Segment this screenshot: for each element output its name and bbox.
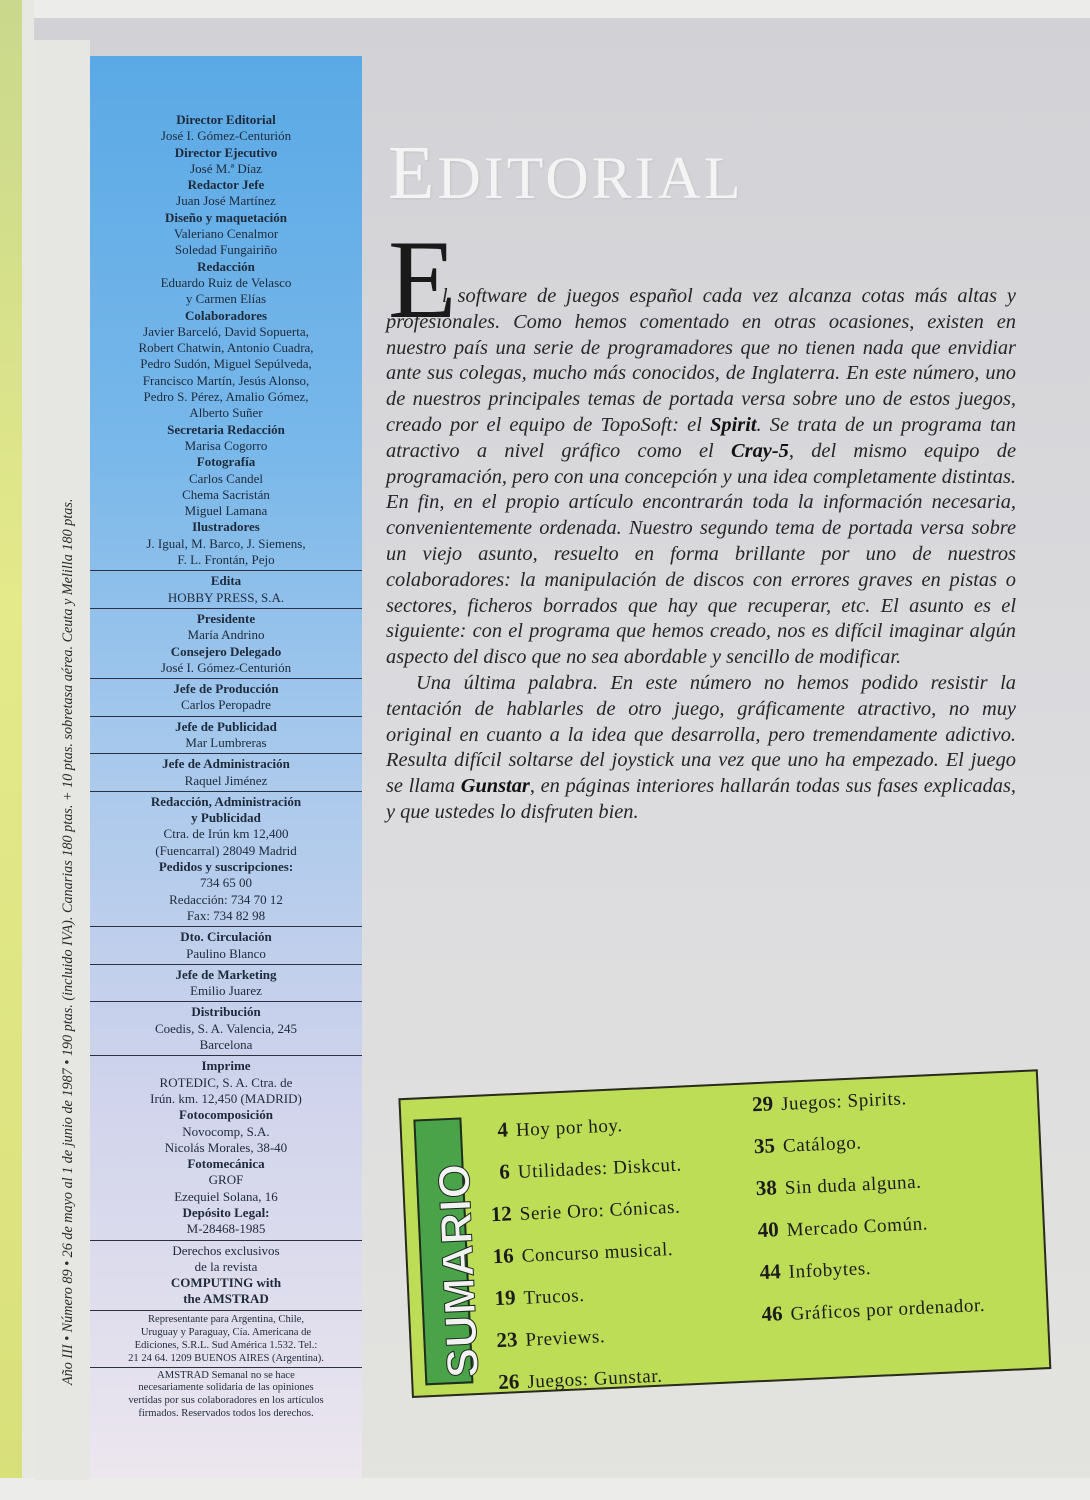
credit-name: Miguel Lamana (184, 503, 268, 519)
credits-presidente (90, 608, 362, 676)
credit-name: Valeriano Cenalmor (173, 226, 279, 242)
credit-role: Jefe de Publicidad (175, 718, 277, 734)
credit-group (90, 1055, 362, 1237)
credit-group (90, 716, 362, 752)
summary-item-title: Concurso musical. (521, 1239, 674, 1267)
credits-edita (90, 570, 362, 606)
summary-box (398, 1069, 1051, 1398)
credit-name: Nicolás Morales, 38-40 (164, 1139, 288, 1155)
credits-staff (90, 112, 362, 568)
summary-page-number: 40 (757, 1217, 780, 1243)
credit-name: Alberto Suñer (189, 405, 263, 421)
issue-info-text: Año III • Número 89 • 26 de mayo al 1 de junio de 1987 • 190 ptas. (incluido IVA). Canarias 180 ptas. + 10 ptas. sobretasa aérea. Ceuta y Melilla 180 ptas. (60, 498, 76, 1385)
credit-role: Jefe de Marketing (175, 966, 277, 982)
credit-group (90, 964, 362, 1000)
summary-item-title: Hoy por hoy. (515, 1115, 624, 1141)
credits-marketing (90, 964, 362, 1000)
credit-role: Fotocomposición (179, 1107, 273, 1123)
credit-name: y Carmen Elías (185, 291, 267, 307)
summary-page-number: 29 (751, 1091, 774, 1117)
credit-group (90, 1001, 362, 1053)
summary-page-number: 23 (495, 1327, 518, 1353)
credit-name: Raquel Jiménez (184, 772, 268, 788)
credit-name: Pedro Sudón, Miguel Sepúlveda, (140, 356, 312, 372)
credit-role: Director Ejecutivo (174, 144, 278, 160)
credit-name: Javier Barceló, David Sopuerta, (143, 323, 309, 339)
credit-role: Redacción, Administración (150, 793, 302, 809)
credit-name: Coedis, S. A. Valencia, 245 (154, 1020, 298, 1036)
summary-item-title: Juegos: Spirits. (780, 1088, 908, 1115)
credit-group (90, 112, 362, 568)
credit-name: Eduardo Ruiz de Velasco (160, 274, 292, 290)
credit-role: Jefe de Administración (162, 756, 290, 772)
summary-item-title: Utilidades: Diskcut. (517, 1154, 683, 1183)
credit-name: J. Igual, M. Barco, J. Siemens, (146, 535, 306, 551)
disclaimer-line: firmados. Reservados todos los derechos. (138, 1407, 314, 1419)
summary-band (413, 1117, 489, 1385)
credit-name: Robert Chatwin, Antonio Cuadra, (138, 340, 314, 356)
credit-name: Irún. km. 12,450 (MADRID) (150, 1090, 302, 1106)
credit-group (90, 608, 362, 676)
credit-name: Ctra. de Irún km 12,400 (163, 826, 289, 842)
credit-name: Barcelona (199, 1037, 253, 1053)
summary-page-number: 44 (759, 1259, 782, 1285)
summary-column-right (746, 1074, 986, 1336)
credit-role: Ilustradores (192, 519, 260, 535)
credit-name: GROF (208, 1172, 244, 1188)
editorial-heading (388, 130, 908, 217)
derechos-magazine: COMPUTING with (170, 1275, 282, 1291)
credit-name: Francisco Martín, Jesús Alonso, (142, 372, 310, 388)
credit-role: Colaboradores (184, 307, 268, 323)
summary-item-title: Mercado Común. (786, 1213, 929, 1241)
credit-name: Chema Sacristán (182, 486, 270, 502)
summary-page-number: 4 (496, 1117, 509, 1142)
credit-name: Carlos Peropadre (181, 697, 271, 713)
credit-name: Paulino Blanco (186, 945, 266, 961)
credit-name: José M.ª Díaz (190, 160, 262, 176)
credit-role: Imprime (201, 1058, 251, 1074)
summary-page-number: 35 (753, 1133, 776, 1159)
representante-line: Uruguay y Paraguay, Cía. Americana de (140, 1326, 312, 1338)
paragraph-text: , del mismo equipo de programación, pero con una concepción y una idea completamente distintas. En fin, en el propio artículo encontrarán toda la información necesaria, convenientemente ordenada. Nuestro segundo tema de portada versa sobre un viejo asunto, resuelto en forma brillante por uno de nuestros colaboradores: la manipulación de discos con errores graves en pistas o sectores, ficheros borrados que hay que recuperar, etc. El asunto es el siguiente: con el programa que hemos creado, nos es difícil imaginar algún aspecto del disco que no sea abordable y sencillo de modificar. (386, 439, 1017, 669)
credit-name: Ezequiel Solana, 16 (174, 1188, 278, 1204)
credit-name: Emilio Juarez (190, 983, 262, 999)
credit-name: José I. Gómez-Centurión (160, 128, 292, 144)
editorial-paragraph-1 (386, 284, 1016, 671)
credit-name: Marisa Cogorro (184, 437, 268, 453)
credits-representante (90, 1310, 362, 1365)
highlight-spirit: Spirit (710, 413, 757, 436)
credit-name: Pedro S. Pérez, Amalio Gómez, (143, 389, 309, 405)
credits-disclaimer (90, 1367, 362, 1420)
credit-role: Jefe de Producción (173, 681, 279, 697)
credit-role: Diseño y maquetación (164, 209, 288, 225)
summary-page-number: 16 (492, 1243, 515, 1269)
paragraph-text: , en páginas interiores hallarán todas sus fases explicadas, y que ustedes lo disfruten bien. (386, 775, 1016, 823)
representante-line: 21 24 64. 1209 BUENOS AIRES (Argentina). (128, 1352, 324, 1364)
summary-page-number: 19 (494, 1285, 517, 1311)
credit-name: Carlos Candel (188, 470, 263, 486)
credit-group (90, 791, 362, 924)
credits-distribucion (90, 1001, 362, 1053)
credit-role: Director Editorial (176, 112, 276, 127)
page-edge-left-margin (22, 0, 34, 1500)
credits-redaccion-admin (90, 791, 362, 924)
credit-name: Soledad Fungairiño (174, 242, 278, 258)
summary-column-left (481, 1102, 692, 1405)
summary-item-title: Previews. (525, 1326, 606, 1351)
credit-role: Distribución (191, 1004, 261, 1020)
credits-imprime (90, 1055, 362, 1237)
credit-name: M-28468-1985 (186, 1221, 266, 1237)
derechos-line: de la revista (194, 1258, 258, 1274)
credit-role: Fotomecánica (187, 1156, 265, 1172)
credits-publicidad (90, 716, 362, 752)
credits-circulacion (90, 926, 362, 962)
credit-name: (Fuencarral) 28049 Madrid (155, 842, 297, 858)
derechos-magazine: the AMSTRAD (183, 1291, 269, 1307)
disclaimer-line: vertidas por sus colaboradores en los artículos (128, 1394, 324, 1406)
credits-derechos (90, 1240, 362, 1308)
disclaimer-line: AMSTRAD Semanal no se hace (157, 1369, 295, 1381)
credit-name: HOBBY PRESS, S.A. (167, 589, 285, 605)
paragraph-text: l software de juegos español cada vez alcanza cotas más altas y profesionales. Como hemos comentado en otras ocasiones, existen en nuestro país una serie de programadores que no tienen nada que envidiar ante sus colegas, mucho más conocidos, de Inglaterra. En este número, uno de nuestros principales temas de portada versa sobre uno de estos juegos, creado por el equipo de TopoSoft: el (386, 285, 1016, 436)
summary-item-title: Infobytes. (788, 1258, 872, 1283)
credit-role: y Publicidad (191, 810, 261, 826)
derechos-line: Derechos exclusivos (172, 1242, 280, 1258)
summary-page-number: 6 (498, 1159, 511, 1184)
editorial-heading-initial: E (388, 131, 438, 215)
summary-item-title: Catálogo. (782, 1132, 863, 1157)
credits-produccion (90, 678, 362, 714)
highlight-cray5: Cray-5 (731, 439, 789, 462)
credit-name: Mar Lumbreras (185, 734, 267, 750)
credit-group (90, 753, 362, 789)
editorial-heading-rest: DITORIAL (437, 145, 744, 211)
credit-role: Redactor Jefe (187, 177, 265, 193)
credit-name: María Andrino (187, 627, 265, 643)
credit-name: Fax: 734 82 98 (186, 907, 266, 923)
summary-page-number: 26 (497, 1369, 520, 1395)
credit-name: 734 65 00 (200, 875, 252, 891)
credit-name: José I. Gómez-Centurión (160, 659, 292, 675)
summary-page-number: 46 (761, 1301, 784, 1327)
page-edge-bottom (0, 1478, 1090, 1500)
summary-item-title: Gráficos por ordenador. (790, 1294, 986, 1325)
credits-administracion (90, 753, 362, 789)
credit-group (90, 678, 362, 714)
credit-name: Redacción: 734 70 12 (169, 891, 283, 907)
paragraph-text: . Se trata de un programa tan atractivo a nivel gráfico como el (386, 413, 1016, 462)
credit-role: Consejero Delegado (170, 643, 282, 659)
summary-item (487, 1227, 687, 1278)
editorial-paragraph-2 (386, 671, 1016, 826)
credit-role: Redacción (197, 258, 255, 274)
credit-name: Novocomp, S.A. (182, 1123, 270, 1139)
credit-role: Presidente (196, 610, 256, 626)
summary-item-title: Serie Oro: Cónicas. (519, 1196, 681, 1225)
credit-role: Dto. Circulación (180, 929, 272, 945)
summary-page-number: 12 (490, 1201, 513, 1227)
representante-line: Ediciones, S.R.L. Sud América 1.532. Tel.: (134, 1339, 318, 1351)
summary-item-title: Juegos: Gunstar. (526, 1365, 663, 1393)
credit-role: Pedidos y suscripciones: (158, 859, 294, 875)
summary-item-title: Sin duda alguna. (784, 1171, 922, 1199)
credit-role: Edita (210, 573, 242, 589)
credit-name: ROTEDIC, S. A. Ctra. de (159, 1074, 293, 1090)
summary-page-number: 38 (755, 1175, 778, 1201)
credit-group (90, 570, 362, 606)
summary-item-title: Trucos. (523, 1285, 586, 1309)
summary-label: SUMARIO (429, 1161, 489, 1379)
page-edge-top (0, 0, 1090, 18)
summary-item (492, 1353, 692, 1404)
drop-cap: E (388, 218, 457, 342)
credit-role: Secretaria Redacción (167, 421, 285, 437)
credit-name: Juan José Martínez (176, 193, 276, 209)
paragraph-text: Una última palabra. En este número no hemos podido resistir la tentación de hablarles de otro juego, gráficamente atractivo, no muy original en cuanto a la idea que desarrolla, pero tremendamente adictivo. Resulta difícil soltarse del joystick una vez que uno ha empezado. El juego se llama (386, 671, 1016, 798)
summary-item (756, 1284, 986, 1336)
credit-name: F. L. Frontán, Pejo (177, 552, 275, 568)
representante-line: Representante para Argentina, Chile, (147, 1313, 304, 1325)
credits-column (90, 56, 362, 1478)
disclaimer-line: necesariamente solidaria de las opiniones (138, 1382, 314, 1394)
credit-role: Fotografía (196, 454, 256, 470)
credit-group (90, 926, 362, 962)
editorial-body (386, 284, 1016, 826)
highlight-gunstar: Gunstar (460, 775, 530, 798)
credit-role: Depósito Legal: (182, 1205, 270, 1220)
